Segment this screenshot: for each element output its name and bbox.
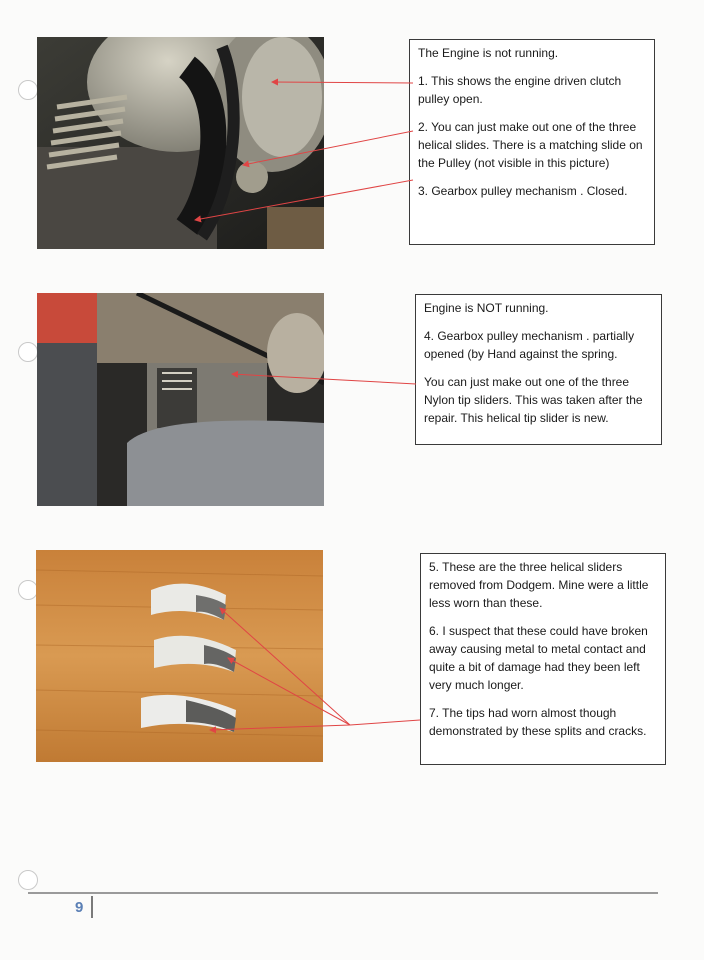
punch-hole [18,80,38,100]
punch-hole [18,580,38,600]
callout-text: Engine is NOT running. [424,301,549,315]
punch-hole [18,870,38,890]
callout-text: You can just make out one of the three Nylon tip sliders. This was taken after the repair. This helical tip slider is new. [424,375,643,425]
callout-text: 7. The tips had worn almost though demonstrated by these splits and cracks. [429,706,647,738]
callout-box-2 [415,294,662,445]
page-number: 9 [75,899,84,916]
arrow-line [350,720,420,725]
engine-clutch-pulley-photo [37,37,324,249]
callout-text: 4. Gearbox pulley mechanism . partially opened (by Hand against the spring. [424,329,635,361]
callout-box-1 [409,39,655,245]
callout-box-3 [420,553,666,765]
gearbox-pulley-photo [37,293,324,506]
callout-text: 6. I suspect that these could have broken away causing metal to metal contact and quite a bit of damage had they been left very much longer. [429,624,648,692]
callout-text: The Engine is not running. [418,46,559,60]
callout-text: 3. Gearbox pulley mechanism . Closed. [418,184,628,198]
page-number-bar [91,896,93,918]
helical-sliders-photo [36,550,323,762]
callout-text: 2. You can just make out one of the three helical slides. There is a matching slide on the Pulley (not visible in this picture) [418,120,643,170]
punch-hole [18,342,38,362]
callout-text: 5. These are the three helical sliders removed from Dodgem. Mine were a little less worn than these. [429,560,649,610]
footer-rule [28,892,658,894]
callout-text: 1. This shows the engine driven clutch pulley open. [418,74,622,106]
